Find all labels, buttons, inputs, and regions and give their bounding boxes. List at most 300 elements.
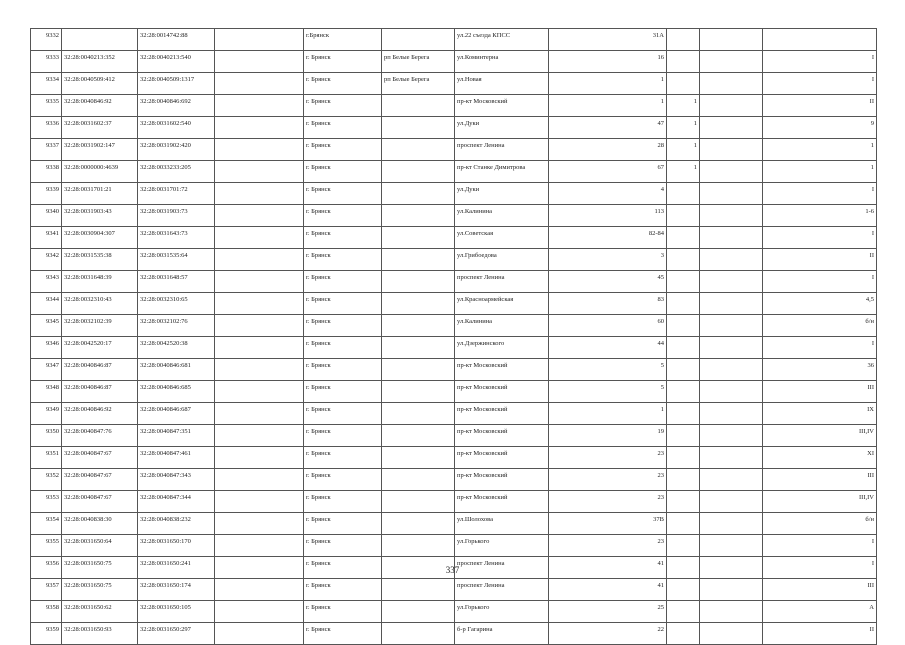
- cell-cadastral-1: 32:28:0040213:352: [62, 51, 138, 73]
- cell-count: [667, 425, 700, 447]
- cell-street: ул.Грибоедова: [455, 249, 549, 271]
- cell-district: [382, 293, 455, 315]
- cell-count: [667, 381, 700, 403]
- cell-district: [382, 359, 455, 381]
- cell-empty: [700, 425, 763, 447]
- cell-id: 9333: [31, 51, 62, 73]
- table-row: [31, 117, 877, 139]
- cell-id: 9349: [31, 403, 62, 425]
- cell-premises: б/н: [763, 513, 877, 535]
- table-row: [31, 425, 877, 447]
- cell-house: 23: [549, 491, 667, 513]
- cell-premises: II: [763, 249, 877, 271]
- cell-house: 23: [549, 469, 667, 491]
- cell-cadastral-2: 32:28:0040846:681: [138, 359, 215, 381]
- cell-house: 44: [549, 337, 667, 359]
- table-row: [31, 29, 877, 51]
- cell-count: [667, 183, 700, 205]
- cell-empty: [215, 139, 304, 161]
- cell-district: [382, 337, 455, 359]
- cell-cadastral-2: 32:28:0031650:241: [138, 557, 215, 579]
- cell-cadastral-2: 32:28:0040213:540: [138, 51, 215, 73]
- cell-cadastral-1: 32:28:0040509:412: [62, 73, 138, 95]
- cell-cadastral-2: 32:28:0014742:88: [138, 29, 215, 51]
- cell-house: 113: [549, 205, 667, 227]
- cell-cadastral-2: 32:28:0033233:205: [138, 161, 215, 183]
- cell-id: 9336: [31, 117, 62, 139]
- cell-empty: [215, 513, 304, 535]
- cell-id: 9346: [31, 337, 62, 359]
- cell-street: пр-кт Московский: [455, 469, 549, 491]
- cell-street: ул.Горького: [455, 535, 549, 557]
- cell-cadastral-1: [62, 29, 138, 51]
- cell-city: г. Брянск: [304, 73, 382, 95]
- cell-house: 60: [549, 315, 667, 337]
- cell-cadastral-1: 32:28:0040846:87: [62, 359, 138, 381]
- cell-empty: [215, 535, 304, 557]
- cell-count: [667, 29, 700, 51]
- cell-city: г. Брянск: [304, 469, 382, 491]
- cell-district: [382, 95, 455, 117]
- cell-empty: [700, 183, 763, 205]
- cell-empty: [215, 491, 304, 513]
- cell-district: [382, 381, 455, 403]
- cell-cadastral-1: 32:28:0031650:75: [62, 579, 138, 601]
- cell-premises: 1-6: [763, 205, 877, 227]
- table-row: [31, 513, 877, 535]
- cell-count: [667, 227, 700, 249]
- cell-empty: [215, 29, 304, 51]
- cell-count: [667, 535, 700, 557]
- cell-house: 22: [549, 623, 667, 645]
- cell-empty: [215, 205, 304, 227]
- cell-id: 9339: [31, 183, 62, 205]
- cell-id: 9353: [31, 491, 62, 513]
- cell-premises: I: [763, 227, 877, 249]
- cell-premises: [763, 29, 877, 51]
- cell-empty: [215, 249, 304, 271]
- cell-street: б-р Гагарина: [455, 623, 549, 645]
- cell-street: ул.22 съезда КПСС: [455, 29, 549, 51]
- cell-empty: [700, 293, 763, 315]
- cell-street: пр-кт Московский: [455, 425, 549, 447]
- cell-city: г. Брянск: [304, 249, 382, 271]
- cell-cadastral-2: 32:28:0031650:174: [138, 579, 215, 601]
- cell-city: г. Брянск: [304, 205, 382, 227]
- table-row: [31, 535, 877, 557]
- cell-count: [667, 51, 700, 73]
- cell-city: г. Брянск: [304, 183, 382, 205]
- cell-cadastral-1: 32:28:0031903:43: [62, 205, 138, 227]
- table-row: [31, 337, 877, 359]
- cell-street: пр-кт Московский: [455, 491, 549, 513]
- cell-house: 4: [549, 183, 667, 205]
- cell-empty: [700, 205, 763, 227]
- cell-cadastral-1: 32:28:0040847:76: [62, 425, 138, 447]
- table-body: [31, 29, 877, 645]
- cell-cadastral-1: 32:28:0040847:67: [62, 447, 138, 469]
- cell-count: [667, 337, 700, 359]
- cell-id: 9334: [31, 73, 62, 95]
- cell-cadastral-1: 32:28:0031650:64: [62, 535, 138, 557]
- cell-street: пр-кт Московский: [455, 403, 549, 425]
- cell-street: ул.Коминтерна: [455, 51, 549, 73]
- cell-empty: [700, 491, 763, 513]
- cell-street: ул.Дуки: [455, 117, 549, 139]
- cell-cadastral-2: 32:28:0031650:297: [138, 623, 215, 645]
- table-row: [31, 623, 877, 645]
- cell-empty: [215, 403, 304, 425]
- cell-premises: II: [763, 623, 877, 645]
- cell-empty: [700, 579, 763, 601]
- cell-empty: [700, 29, 763, 51]
- table-row: [31, 381, 877, 403]
- cell-count: 1: [667, 139, 700, 161]
- cell-count: [667, 73, 700, 95]
- cell-street: ул.Красноармейская: [455, 293, 549, 315]
- cell-count: [667, 491, 700, 513]
- table-row: [31, 205, 877, 227]
- cell-id: 9335: [31, 95, 62, 117]
- cell-cadastral-2: 32:28:0040846:687: [138, 403, 215, 425]
- cell-house: 47: [549, 117, 667, 139]
- cell-district: [382, 205, 455, 227]
- cell-cadastral-2: 32:28:0032102:76: [138, 315, 215, 337]
- cell-empty: [700, 601, 763, 623]
- cell-cadastral-2: 32:28:0031650:170: [138, 535, 215, 557]
- cell-empty: [700, 469, 763, 491]
- cell-empty: [215, 293, 304, 315]
- cell-house: 25: [549, 601, 667, 623]
- cell-house: 83: [549, 293, 667, 315]
- cell-premises: I: [763, 337, 877, 359]
- cell-street: пр-кт Станке Димитрова: [455, 161, 549, 183]
- cell-city: г. Брянск: [304, 337, 382, 359]
- cell-empty: [700, 447, 763, 469]
- cell-city: г. Брянск: [304, 381, 382, 403]
- cell-id: 9343: [31, 271, 62, 293]
- cell-cadastral-1: 32:28:0031650:93: [62, 623, 138, 645]
- cell-id: 9354: [31, 513, 62, 535]
- cell-cadastral-1: 32:28:0040846:92: [62, 95, 138, 117]
- cell-city: г. Брянск: [304, 139, 382, 161]
- cell-id: 9344: [31, 293, 62, 315]
- cell-premises: III,IV: [763, 425, 877, 447]
- cell-street: ул.Шолохова: [455, 513, 549, 535]
- cell-house: 28: [549, 139, 667, 161]
- table-row: [31, 293, 877, 315]
- cell-cadastral-2: 32:28:0031643:73: [138, 227, 215, 249]
- cell-city: г. Брянск: [304, 403, 382, 425]
- table-row: [31, 601, 877, 623]
- cell-street: проспект Ленина: [455, 557, 549, 579]
- cell-empty: [215, 425, 304, 447]
- cell-cadastral-1: 32:28:0031648:39: [62, 271, 138, 293]
- cell-premises: III: [763, 469, 877, 491]
- cell-district: [382, 579, 455, 601]
- cell-city: г. Брянск: [304, 359, 382, 381]
- cell-cadastral-2: 32:28:0040838:232: [138, 513, 215, 535]
- cell-cadastral-1: 32:28:0042520:17: [62, 337, 138, 359]
- cell-premises: 1: [763, 139, 877, 161]
- cell-premises: А: [763, 601, 877, 623]
- cell-id: 9351: [31, 447, 62, 469]
- cell-cadastral-2: 32:28:0040847:351: [138, 425, 215, 447]
- cell-count: 1: [667, 117, 700, 139]
- cell-id: 9348: [31, 381, 62, 403]
- cell-empty: [700, 337, 763, 359]
- cell-cadastral-1: 32:28:0040838:30: [62, 513, 138, 535]
- cell-id: 9355: [31, 535, 62, 557]
- cell-empty: [700, 73, 763, 95]
- cell-district: рп Белые Берега: [382, 73, 455, 95]
- cell-street: ул.Советская: [455, 227, 549, 249]
- cell-id: 9359: [31, 623, 62, 645]
- cell-district: рп Белые Берега: [382, 51, 455, 73]
- cell-cadastral-2: 32:28:0040847:343: [138, 469, 215, 491]
- cell-district: [382, 535, 455, 557]
- cell-house: 5: [549, 381, 667, 403]
- cell-id: 9352: [31, 469, 62, 491]
- cell-count: [667, 359, 700, 381]
- cell-empty: [700, 139, 763, 161]
- cell-cadastral-2: 32:28:0031535:64: [138, 249, 215, 271]
- cell-empty: [215, 315, 304, 337]
- cell-house: 41: [549, 557, 667, 579]
- cell-cadastral-1: 32:28:0000000:4639: [62, 161, 138, 183]
- cell-city: г. Брянск: [304, 623, 382, 645]
- cell-cadastral-1: 32:28:0040847:67: [62, 491, 138, 513]
- cell-district: [382, 623, 455, 645]
- cell-street: ул.Калинина: [455, 315, 549, 337]
- cell-empty: [215, 623, 304, 645]
- cell-house: 82-84: [549, 227, 667, 249]
- cell-id: 9347: [31, 359, 62, 381]
- table-row: [31, 469, 877, 491]
- cell-house: 31А: [549, 29, 667, 51]
- cell-cadastral-2: 32:28:0040846:685: [138, 381, 215, 403]
- cell-count: [667, 601, 700, 623]
- table-row: [31, 183, 877, 205]
- cell-count: 1: [667, 161, 700, 183]
- cell-empty: [215, 359, 304, 381]
- cell-house: 16: [549, 51, 667, 73]
- cell-cadastral-2: 32:28:0040846:692: [138, 95, 215, 117]
- cell-id: 9342: [31, 249, 62, 271]
- cell-empty: [700, 227, 763, 249]
- table-row: [31, 139, 877, 161]
- cell-count: [667, 403, 700, 425]
- cell-district: [382, 513, 455, 535]
- cell-cadastral-1: 32:28:0040846:92: [62, 403, 138, 425]
- cell-city: г. Брянск: [304, 447, 382, 469]
- cell-empty: [215, 161, 304, 183]
- cell-premises: I: [763, 557, 877, 579]
- table-row: [31, 315, 877, 337]
- cell-city: г. Брянск: [304, 579, 382, 601]
- cell-id: 9338: [31, 161, 62, 183]
- cell-empty: [700, 117, 763, 139]
- cell-empty: [215, 51, 304, 73]
- cell-district: [382, 271, 455, 293]
- cell-city: г. Брянск: [304, 513, 382, 535]
- cell-empty: [700, 271, 763, 293]
- cell-cadastral-2: 32:28:0042520:38: [138, 337, 215, 359]
- table-row: [31, 491, 877, 513]
- cell-cadastral-1: 32:28:0031902:147: [62, 139, 138, 161]
- cell-district: [382, 29, 455, 51]
- cell-empty: [215, 447, 304, 469]
- cell-city: г. Брянск: [304, 271, 382, 293]
- cell-house: 23: [549, 535, 667, 557]
- cell-id: 9340: [31, 205, 62, 227]
- cell-count: [667, 469, 700, 491]
- cell-cadastral-2: 32:28:0031650:105: [138, 601, 215, 623]
- cell-district: [382, 227, 455, 249]
- cell-cadastral-1: 32:28:0031650:62: [62, 601, 138, 623]
- cell-premises: IX: [763, 403, 877, 425]
- cell-district: [382, 469, 455, 491]
- cell-cadastral-1: 32:28:0031701:21: [62, 183, 138, 205]
- cell-cadastral-2: 32:28:0031602:540: [138, 117, 215, 139]
- cell-street: пр-кт Московский: [455, 447, 549, 469]
- table-row: [31, 579, 877, 601]
- cell-district: [382, 491, 455, 513]
- cell-empty: [700, 51, 763, 73]
- cell-id: 9350: [31, 425, 62, 447]
- cell-district: [382, 161, 455, 183]
- cell-street: пр-кт Московский: [455, 381, 549, 403]
- cell-cadastral-2: 32:28:0040847:461: [138, 447, 215, 469]
- cell-house: 45: [549, 271, 667, 293]
- cell-city: г. Брянск: [304, 425, 382, 447]
- cell-street: пр-кт Московский: [455, 95, 549, 117]
- cell-district: [382, 447, 455, 469]
- cell-id: 9332: [31, 29, 62, 51]
- cell-premises: XI: [763, 447, 877, 469]
- cell-district: [382, 183, 455, 205]
- cell-district: [382, 425, 455, 447]
- cell-empty: [215, 601, 304, 623]
- cell-empty: [700, 623, 763, 645]
- cell-empty: [700, 359, 763, 381]
- cell-city: г.Брянск: [304, 29, 382, 51]
- table-row: [31, 95, 877, 117]
- cell-count: [667, 579, 700, 601]
- cell-premises: II: [763, 95, 877, 117]
- cell-district: [382, 601, 455, 623]
- cell-city: г. Брянск: [304, 557, 382, 579]
- registry-table: [30, 28, 877, 645]
- cell-street: пр-кт Московский: [455, 359, 549, 381]
- cell-cadastral-1: 32:28:0032102:39: [62, 315, 138, 337]
- cell-empty: [215, 117, 304, 139]
- cell-district: [382, 403, 455, 425]
- cell-house: 67: [549, 161, 667, 183]
- table-row: [31, 51, 877, 73]
- cell-street: ул.Дуки: [455, 183, 549, 205]
- table-row: [31, 227, 877, 249]
- cell-city: г. Брянск: [304, 315, 382, 337]
- cell-premises: 36: [763, 359, 877, 381]
- cell-id: 9345: [31, 315, 62, 337]
- table-row: [31, 403, 877, 425]
- cell-cadastral-2: 32:28:0031902:420: [138, 139, 215, 161]
- cell-empty: [700, 513, 763, 535]
- cell-cadastral-2: 32:28:0040847:344: [138, 491, 215, 513]
- cell-cadastral-2: 32:28:0031701:72: [138, 183, 215, 205]
- cell-cadastral-1: 32:28:0040846:87: [62, 381, 138, 403]
- cell-id: 9356: [31, 557, 62, 579]
- table-row: [31, 359, 877, 381]
- cell-premises: III: [763, 381, 877, 403]
- cell-city: г. Брянск: [304, 601, 382, 623]
- cell-cadastral-2: 32:28:0040509:1317: [138, 73, 215, 95]
- cell-cadastral-2: 32:28:0031648:57: [138, 271, 215, 293]
- cell-empty: [215, 381, 304, 403]
- cell-empty: [215, 95, 304, 117]
- table-row: [31, 447, 877, 469]
- cell-premises: 4,5: [763, 293, 877, 315]
- cell-city: г. Брянск: [304, 95, 382, 117]
- cell-empty: [215, 271, 304, 293]
- cell-count: [667, 623, 700, 645]
- cell-city: г. Брянск: [304, 535, 382, 557]
- cell-premises: I: [763, 535, 877, 557]
- cell-street: ул.Калинина: [455, 205, 549, 227]
- cell-street: проспект Ленина: [455, 271, 549, 293]
- cell-count: [667, 293, 700, 315]
- cell-house: 1: [549, 95, 667, 117]
- cell-district: [382, 249, 455, 271]
- cell-empty: [215, 579, 304, 601]
- cell-city: г. Брянск: [304, 161, 382, 183]
- cell-street: проспект Ленина: [455, 579, 549, 601]
- cell-count: [667, 271, 700, 293]
- cell-district: [382, 117, 455, 139]
- cell-count: [667, 447, 700, 469]
- cell-cadastral-1: 32:28:0031602:37: [62, 117, 138, 139]
- cell-cadastral-2: 32:28:0032310:65: [138, 293, 215, 315]
- cell-premises: I: [763, 271, 877, 293]
- cell-count: [667, 315, 700, 337]
- cell-house: 5: [549, 359, 667, 381]
- table-row: [31, 249, 877, 271]
- cell-empty: [215, 227, 304, 249]
- cell-street: проспект Ленина: [455, 139, 549, 161]
- cell-count: [667, 205, 700, 227]
- cell-empty: [700, 95, 763, 117]
- cell-cadastral-1: 32:28:0040847:67: [62, 469, 138, 491]
- cell-city: г. Брянск: [304, 491, 382, 513]
- cell-id: 9357: [31, 579, 62, 601]
- cell-house: 19: [549, 425, 667, 447]
- cell-premises: III,IV: [763, 491, 877, 513]
- cell-premises: I: [763, 73, 877, 95]
- cell-empty: [215, 73, 304, 95]
- cell-count: [667, 249, 700, 271]
- cell-empty: [700, 161, 763, 183]
- cell-id: 9337: [31, 139, 62, 161]
- cell-city: г. Брянск: [304, 293, 382, 315]
- cell-district: [382, 139, 455, 161]
- cell-premises: I: [763, 51, 877, 73]
- cell-house: 23: [549, 447, 667, 469]
- cell-empty: [700, 535, 763, 557]
- page-number: 337: [445, 565, 460, 575]
- cell-city: г. Брянск: [304, 117, 382, 139]
- cell-count: 1: [667, 95, 700, 117]
